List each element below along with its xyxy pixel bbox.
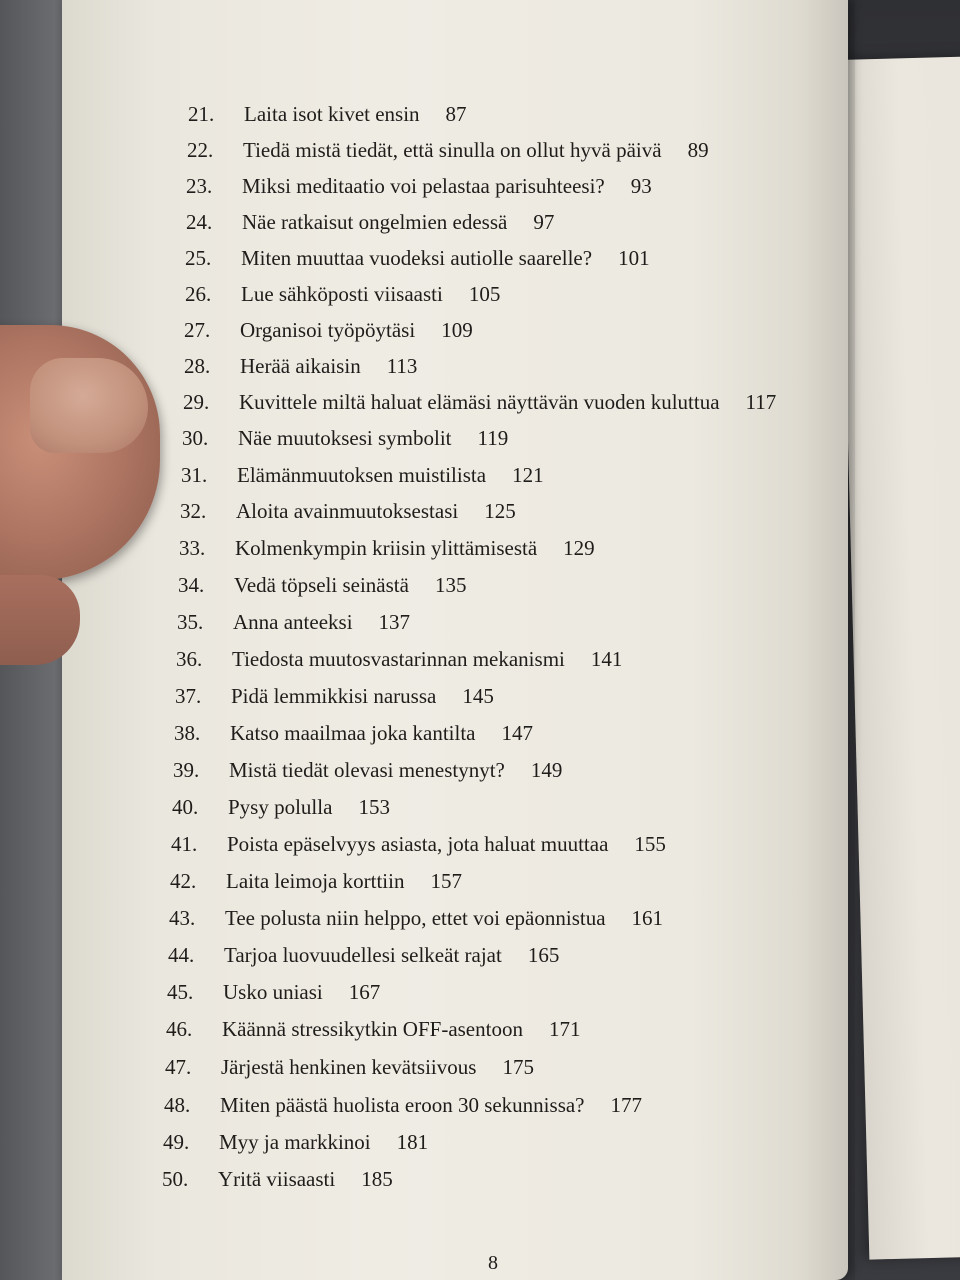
toc-entry-title: Laita isot kivet ensin [244, 102, 420, 126]
toc-entry-title: Yritä viisaasti [218, 1167, 336, 1191]
toc-entry [169, 908, 663, 929]
toc-entry-title: Tee polusta niin helppo, ettet voi epäonnistua [225, 906, 606, 930]
toc-entry-number: 23. [186, 174, 213, 198]
toc-entry-title: Laita leimoja korttiin [226, 869, 405, 893]
toc-entry-title: Poista epäselvyys asiasta, jota haluat muuttaa [227, 832, 609, 856]
toc-entry-page: 175 [502, 1055, 534, 1079]
toc-entry-number: 27. [184, 318, 211, 342]
toc-entry-page: 109 [441, 318, 473, 342]
toc-entry-page: 137 [378, 610, 411, 634]
toc-entry-number: 49. [163, 1130, 190, 1154]
toc-entry-number: 22. [187, 138, 214, 162]
toc-entry [182, 428, 508, 449]
toc-entry-page: 141 [590, 647, 623, 671]
toc-entry [187, 140, 709, 161]
toc-entry-title: Katso maailmaa joka kantilta [230, 721, 476, 745]
toc-entry-page: 89 [687, 138, 709, 162]
toc-entry-page: 129 [563, 536, 595, 560]
toc-entry-page: 105 [468, 282, 501, 306]
toc-entry [186, 176, 652, 197]
toc-entry [186, 212, 554, 233]
toc-entry [184, 356, 417, 377]
toc-entry-page: 87 [445, 102, 467, 126]
toc-entry-title: Miksi meditaatio voi pelastaa parisuhteesi? [242, 174, 605, 198]
toc-entry-page: 135 [434, 573, 467, 597]
toc-entry-title: Aloita avainmuutoksestasi [236, 499, 459, 523]
toc-entry-title: Mistä tiedät olevasi menestynyt? [229, 758, 505, 782]
page-number: 8 [488, 1252, 498, 1274]
toc-entry [185, 284, 500, 305]
toc-entry [176, 649, 622, 670]
toc-entry-number: 47. [165, 1055, 192, 1079]
toc-entry-number: 33. [179, 536, 206, 560]
toc-entry-number: 25. [185, 246, 212, 270]
toc-entry-number: 21. [188, 102, 215, 126]
toc-entry [164, 1095, 642, 1116]
toc-entry-number: 34. [178, 573, 205, 597]
toc-entry-title: Myy ja markkinoi [219, 1130, 371, 1154]
toc-entry-title: Kolmenkympin kriisin ylittämisestä [235, 536, 538, 560]
toc-entry-title: Anna anteeksi [233, 610, 353, 634]
toc-entry [177, 612, 410, 633]
toc-entry [175, 686, 494, 707]
toc-entry-page: 185 [361, 1167, 393, 1191]
toc-entry-page: 97 [533, 210, 555, 234]
toc-entry-number: 50. [162, 1167, 189, 1191]
toc-entry-number: 31. [181, 463, 208, 487]
toc-entry-number: 40. [172, 795, 199, 819]
toc-entry-title: Miten päästä huolista eroon 30 sekunnissa? [220, 1093, 585, 1117]
toc-entry-title: Tiedä mistä tiedät, että sinulla on ollut hyvä päivä [243, 138, 662, 162]
toc-entry-page: 177 [610, 1093, 643, 1117]
toc-entry [179, 538, 595, 559]
toc-entry-page: 157 [430, 869, 462, 893]
toc-entry-page: 121 [512, 463, 544, 487]
toc-entry-title: Vedä töpseli seinästä [234, 573, 409, 597]
toc-entry [185, 248, 650, 269]
toc-entry-page: 161 [631, 906, 664, 930]
toc-entry-page: 171 [548, 1017, 581, 1041]
toc-entry-page: 119 [477, 426, 509, 450]
thumbnail-nail [30, 358, 148, 453]
toc-entry [183, 392, 776, 413]
toc-entry [180, 501, 516, 522]
toc-entry-number: 32. [180, 499, 207, 523]
toc-entry-page: 181 [396, 1130, 429, 1154]
toc-entry-number: 41. [171, 832, 198, 856]
toc-entry-title: Herää aikaisin [240, 354, 361, 378]
toc-entry-page: 145 [462, 684, 494, 708]
toc-entry [165, 1057, 534, 1078]
toc-entry-number: 48. [164, 1093, 191, 1117]
toc-entry-page: 153 [358, 795, 390, 819]
toc-entry-page: 113 [386, 354, 418, 378]
toc-entry-title: Lue sähköposti viisaasti [241, 282, 443, 306]
toc-entry-title: Usko uniasi [223, 980, 323, 1004]
toc-entry-number: 43. [169, 906, 196, 930]
toc-entry-number: 46. [166, 1017, 193, 1041]
toc-entry-page: 147 [501, 721, 533, 745]
toc-entry-number: 29. [183, 390, 210, 414]
toc-entry [173, 760, 562, 781]
toc-entry-title: Tarjoa luovuudellesi selkeät rajat [224, 943, 502, 967]
toc-entry-title: Näe ratkaisut ongelmien edessä [242, 210, 508, 234]
toc-entry [181, 465, 544, 486]
toc-entry [167, 982, 380, 1003]
toc-entry [168, 945, 559, 966]
toc-entry-number: 37. [175, 684, 202, 708]
toc-entry-page: 117 [745, 390, 777, 414]
toc-entry-page: 101 [618, 246, 650, 270]
toc-entry-title: Tiedosta muutosvastarinnan mekanismi [232, 647, 565, 671]
toc-entry [174, 723, 533, 744]
toc-entry-page: 149 [530, 758, 563, 782]
toc-entry-number: 44. [168, 943, 195, 967]
toc-entry-page: 125 [484, 499, 516, 523]
toc-entry [171, 834, 666, 855]
toc-entry-page: 93 [630, 174, 652, 198]
toc-entry [162, 1169, 393, 1190]
toc-entry-number: 42. [170, 869, 197, 893]
toc-entry-title: Elämänmuutoksen muistilista [237, 463, 487, 487]
toc-entry-number: 45. [167, 980, 194, 1004]
toc-entry-title: Pidä lemmikkisi narussa [231, 684, 437, 708]
toc-entry-title: Näe muutoksesi symbolit [238, 426, 452, 450]
toc-entry [178, 575, 466, 596]
toc-entry-title: Järjestä henkinen kevätsiivous [221, 1055, 477, 1079]
toc-entry-page: 155 [634, 832, 666, 856]
toc-entry-title: Miten muuttaa vuodeksi autiolle saarelle? [241, 246, 593, 270]
toc-entry [188, 104, 467, 125]
toc-entry [170, 871, 462, 892]
toc-entry [163, 1132, 428, 1153]
toc-entry-number: 38. [174, 721, 201, 745]
toc-entry [184, 320, 473, 341]
toc-entry-title: Organisoi työpöytäsi [240, 318, 416, 342]
toc-entry-number: 35. [177, 610, 204, 634]
toc-entry-page: 167 [348, 980, 381, 1004]
toc-entry-title: Käännä stressikytkin OFF-asentoon [222, 1017, 523, 1041]
toc-entry [172, 797, 390, 818]
toc-entry-page: 165 [527, 943, 560, 967]
toc-entry-number: 39. [173, 758, 200, 782]
toc-entry-number: 24. [186, 210, 213, 234]
toc-entry-number: 28. [184, 354, 211, 378]
toc-entry-number: 26. [185, 282, 212, 306]
toc-entry [166, 1019, 580, 1040]
toc-entry-number: 36. [176, 647, 203, 671]
toc-entry-title: Kuvittele miltä haluat elämäsi näyttävän vuoden kuluttua [239, 390, 720, 414]
toc-entry-title: Pysy polulla [228, 795, 333, 819]
toc-entry-number: 30. [182, 426, 209, 450]
